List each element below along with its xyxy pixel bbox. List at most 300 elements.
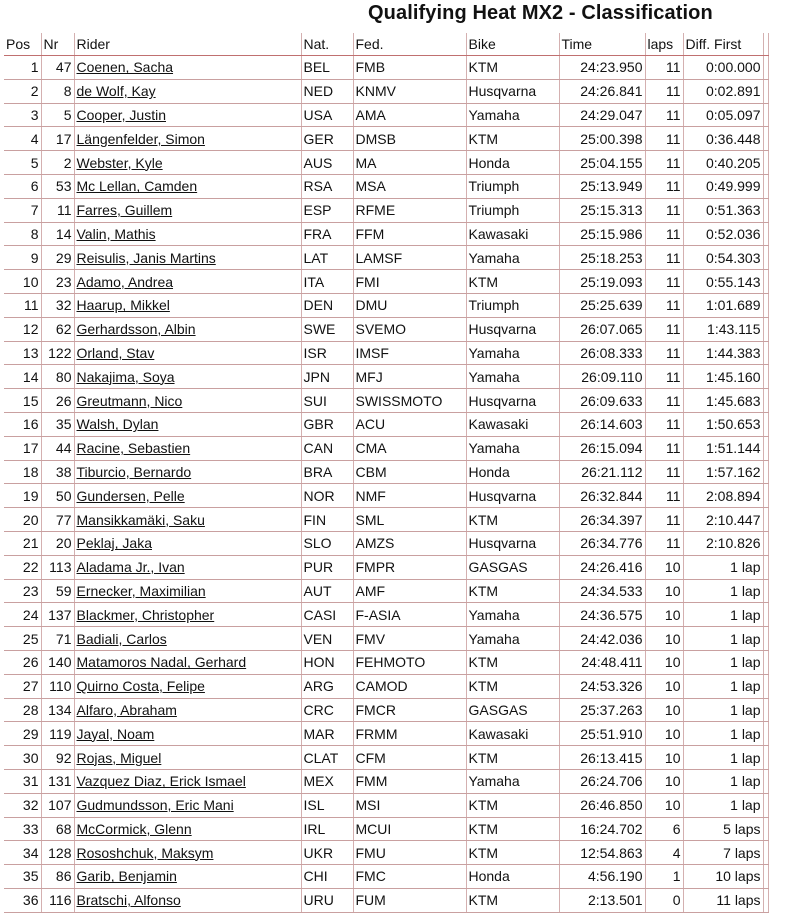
cell-fed: MSI [353, 793, 466, 817]
cell-bike: Husqvarna [466, 79, 559, 103]
cell-rider [74, 341, 301, 365]
cell-rider [74, 531, 301, 555]
rider-link[interactable]: Orland, Stav [76, 344, 155, 361]
cell-bike: Yamaha [466, 627, 559, 651]
table-row [4, 865, 768, 889]
rider-link[interactable]: Garib, Benjamin [76, 868, 177, 885]
cell-fed: AMF [353, 579, 466, 603]
rider-link[interactable]: Blackmer, Christopher [76, 606, 215, 623]
cell-nr: 20 [41, 531, 74, 555]
cell-rider [74, 151, 301, 175]
cell-bike: KTM [466, 56, 559, 80]
cell-pos: 1 [4, 56, 41, 80]
cell-time: 24:29.047 [559, 103, 645, 127]
cell-nr: 23 [41, 270, 74, 294]
cell-bike: Husqvarna [466, 317, 559, 341]
cell-nr: 134 [41, 698, 74, 722]
cell-rider [74, 246, 301, 270]
cell-diff: 2:10.826 [683, 531, 763, 555]
cell-nat: NED [301, 79, 353, 103]
cell-diff: 1 lap [683, 650, 763, 674]
cell-nr: 14 [41, 222, 74, 246]
cell-diff: 1 lap [683, 769, 763, 793]
cell-bike: Yamaha [466, 365, 559, 389]
cell-pos: 13 [4, 341, 41, 365]
rider-link[interactable]: Nakajima, Soya [76, 368, 175, 385]
cell-time: 25:13.949 [559, 174, 645, 198]
cell-rider [74, 460, 301, 484]
cell-rider [74, 484, 301, 508]
rider-link[interactable]: Quirno Costa, Felipe [76, 678, 205, 695]
cell-diff: 1:44.383 [683, 341, 763, 365]
cell-laps: 11 [645, 460, 683, 484]
cell-laps: 11 [645, 389, 683, 413]
rider-link[interactable]: Reisulis, Janis Martins [76, 249, 216, 266]
cell-pos: 26 [4, 650, 41, 674]
cell-pos: 12 [4, 317, 41, 341]
cell-diff: 0:51.363 [683, 198, 763, 222]
cell-pos: 2 [4, 79, 41, 103]
cell-rider [74, 436, 301, 460]
rider-link[interactable]: Ernecker, Maximilian [76, 582, 206, 599]
cell-edge [763, 412, 768, 436]
table-row [4, 603, 768, 627]
cell-nat: UKR [301, 841, 353, 865]
rider-link[interactable]: Jayal, Noam [76, 725, 155, 742]
cell-time: 24:48.411 [559, 650, 645, 674]
cell-rider [74, 650, 301, 674]
cell-time: 25:25.639 [559, 293, 645, 317]
cell-pos: 20 [4, 508, 41, 532]
rider-link[interactable]: Coenen, Sacha [76, 59, 174, 76]
cell-rider [74, 603, 301, 627]
cell-edge [763, 746, 768, 770]
cell-rider [74, 222, 301, 246]
cell-nat: MEX [301, 769, 353, 793]
cell-rider [74, 888, 301, 912]
cell-time: 26:15.094 [559, 436, 645, 460]
cell-diff: 2:08.894 [683, 484, 763, 508]
cell-bike: Honda [466, 865, 559, 889]
cell-pos: 33 [4, 817, 41, 841]
cell-laps: 11 [645, 412, 683, 436]
cell-nat: AUT [301, 579, 353, 603]
rider-link[interactable]: Mc Lellan, Camden [76, 178, 198, 195]
cell-bike: Yamaha [466, 103, 559, 127]
cell-diff: 1:57.162 [683, 460, 763, 484]
cell-fed: FEHMOTO [353, 650, 466, 674]
cell-time: 24:26.841 [559, 79, 645, 103]
cell-nat: SLO [301, 531, 353, 555]
cell-diff: 5 laps [683, 817, 763, 841]
cell-nr: 128 [41, 841, 74, 865]
rider-link[interactable]: Aladama Jr., Ivan [76, 559, 185, 576]
cell-nat: RSA [301, 174, 353, 198]
rider-link[interactable]: Gerhardsson, Albin [76, 321, 196, 338]
cell-fed: FMU [353, 841, 466, 865]
cell-rider [74, 579, 301, 603]
cell-nr: 17 [41, 127, 74, 151]
rider-link[interactable]: Bratschi, Alfonso [76, 892, 181, 909]
cell-time: 12:54.863 [559, 841, 645, 865]
cell-nat: ISL [301, 793, 353, 817]
header-fed: Fed. [353, 33, 466, 56]
cell-rider [74, 555, 301, 579]
table-row [4, 888, 768, 912]
cell-nr: 50 [41, 484, 74, 508]
cell-time: 4:56.190 [559, 865, 645, 889]
rider-link[interactable]: Haarup, Mikkel [76, 297, 170, 314]
rider-link[interactable]: Gundersen, Pelle [76, 487, 185, 504]
cell-fed: CAMOD [353, 674, 466, 698]
header-bike: Bike [466, 33, 559, 56]
cell-nr: 71 [41, 627, 74, 651]
rider-link[interactable]: Farres, Guillem [76, 202, 173, 219]
cell-time: 2:13.501 [559, 888, 645, 912]
cell-bike: Triumph [466, 293, 559, 317]
rider-link[interactable]: Greutmann, Nico [76, 392, 183, 409]
cell-nr: 44 [41, 436, 74, 460]
cell-nat: HON [301, 650, 353, 674]
table-row [4, 56, 768, 80]
cell-fed: FUM [353, 888, 466, 912]
cell-rider [74, 127, 301, 151]
cell-fed: FMB [353, 56, 466, 80]
cell-bike: KTM [466, 841, 559, 865]
cell-time: 24:34.533 [559, 579, 645, 603]
rider-link[interactable]: Gudmundsson, Eric Mani [76, 797, 234, 814]
cell-edge [763, 103, 768, 127]
cell-fed: IMSF [353, 341, 466, 365]
cell-bike: KTM [466, 270, 559, 294]
cell-edge [763, 508, 768, 532]
cell-nat: IRL [301, 817, 353, 841]
cell-diff: 1:43.115 [683, 317, 763, 341]
cell-pos: 30 [4, 746, 41, 770]
cell-edge [763, 389, 768, 413]
cell-diff: 0:00.000 [683, 56, 763, 80]
cell-bike: Yamaha [466, 436, 559, 460]
cell-rider [74, 198, 301, 222]
cell-diff: 1 lap [683, 698, 763, 722]
rider-link[interactable]: Adamo, Andrea [76, 273, 174, 290]
cell-laps: 10 [645, 722, 683, 746]
rider-link[interactable]: Alfaro, Abraham [76, 701, 177, 718]
cell-diff: 0:55.143 [683, 270, 763, 294]
cell-laps: 11 [645, 484, 683, 508]
cell-bike: Yamaha [466, 769, 559, 793]
cell-rider [74, 174, 301, 198]
cell-nr: 92 [41, 746, 74, 770]
rider-link[interactable]: Matamoros Nadal, Gerhard [76, 654, 247, 671]
cell-rider [74, 103, 301, 127]
cell-edge [763, 793, 768, 817]
cell-rider [74, 389, 301, 413]
rider-link[interactable]: Badiali, Carlos [76, 630, 167, 647]
rider-link[interactable]: Vazquez Diaz, Erick Ismael [76, 773, 246, 790]
cell-diff: 1 lap [683, 579, 763, 603]
cell-nr: 86 [41, 865, 74, 889]
cell-laps: 10 [645, 603, 683, 627]
cell-nr: 26 [41, 389, 74, 413]
cell-fed: FMCR [353, 698, 466, 722]
table-row [4, 793, 768, 817]
cell-bike: Honda [466, 460, 559, 484]
rider-link[interactable]: Webster, Kyle [76, 154, 163, 171]
cell-nat: FIN [301, 508, 353, 532]
cell-time: 26:21.112 [559, 460, 645, 484]
cell-time: 25:15.313 [559, 198, 645, 222]
table-row [4, 674, 768, 698]
cell-bike: KTM [466, 674, 559, 698]
table-row [4, 103, 768, 127]
cell-diff: 0:40.205 [683, 151, 763, 175]
cell-bike: Honda [466, 151, 559, 175]
cell-laps: 10 [645, 674, 683, 698]
cell-nr: 59 [41, 579, 74, 603]
cell-bike: Triumph [466, 174, 559, 198]
cell-bike: Triumph [466, 198, 559, 222]
cell-time: 24:53.326 [559, 674, 645, 698]
cell-edge [763, 79, 768, 103]
cell-fed: FMI [353, 270, 466, 294]
cell-nat: AUS [301, 151, 353, 175]
table-row [4, 746, 768, 770]
cell-nr: 47 [41, 56, 74, 80]
cell-edge [763, 650, 768, 674]
cell-laps: 10 [645, 769, 683, 793]
cell-nat: ESP [301, 198, 353, 222]
cell-nr: 113 [41, 555, 74, 579]
cell-time: 26:08.333 [559, 341, 645, 365]
rider-link[interactable]: Peklaj, Jaka [76, 535, 152, 552]
cell-nat: DEN [301, 293, 353, 317]
header-pos: Pos [4, 33, 41, 56]
cell-edge [763, 841, 768, 865]
cell-fed: CFM [353, 746, 466, 770]
cell-pos: 29 [4, 722, 41, 746]
cell-diff: 0:52.036 [683, 222, 763, 246]
cell-pos: 34 [4, 841, 41, 865]
cell-bike: GASGAS [466, 698, 559, 722]
table-row [4, 246, 768, 270]
cell-time: 24:36.575 [559, 603, 645, 627]
cell-fed: SWISSMOTO [353, 389, 466, 413]
classification-table [4, 33, 769, 913]
cell-laps: 11 [645, 293, 683, 317]
rider-link[interactable]: Längenfelder, Simon [76, 130, 205, 147]
cell-nat: CAN [301, 436, 353, 460]
cell-pos: 36 [4, 888, 41, 912]
cell-pos: 5 [4, 151, 41, 175]
cell-nr: 29 [41, 246, 74, 270]
cell-time: 26:34.776 [559, 531, 645, 555]
cell-edge [763, 531, 768, 555]
cell-fed: MA [353, 151, 466, 175]
cell-laps: 10 [645, 579, 683, 603]
cell-time: 25:37.263 [559, 698, 645, 722]
table-row [4, 151, 768, 175]
cell-time: 24:26.416 [559, 555, 645, 579]
header-diff: Diff. First [683, 33, 763, 56]
cell-diff: 0:05.097 [683, 103, 763, 127]
cell-diff: 1 lap [683, 555, 763, 579]
table-row [4, 650, 768, 674]
cell-fed: MFJ [353, 365, 466, 389]
cell-fed: CMA [353, 436, 466, 460]
cell-laps: 10 [645, 555, 683, 579]
cell-edge [763, 579, 768, 603]
cell-nr: 80 [41, 365, 74, 389]
cell-nr: 107 [41, 793, 74, 817]
cell-edge [763, 817, 768, 841]
cell-pos: 27 [4, 674, 41, 698]
cell-rider [74, 365, 301, 389]
table-row [4, 412, 768, 436]
cell-bike: Yamaha [466, 341, 559, 365]
table-row [4, 436, 768, 460]
rider-link[interactable]: Walsh, Dylan [76, 416, 159, 433]
cell-rider [74, 56, 301, 80]
cell-rider [74, 508, 301, 532]
cell-nat: CLAT [301, 746, 353, 770]
cell-fed: ACU [353, 412, 466, 436]
cell-fed: FRMM [353, 722, 466, 746]
cell-time: 26:09.633 [559, 389, 645, 413]
cell-edge [763, 365, 768, 389]
cell-pos: 14 [4, 365, 41, 389]
rider-link[interactable]: Cooper, Justin [76, 106, 166, 123]
cell-time: 26:07.065 [559, 317, 645, 341]
cell-nr: 131 [41, 769, 74, 793]
cell-nat: FRA [301, 222, 353, 246]
cell-pos: 16 [4, 412, 41, 436]
cell-fed: AMZS [353, 531, 466, 555]
cell-diff: 1 lap [683, 603, 763, 627]
cell-edge [763, 198, 768, 222]
cell-fed: MCUI [353, 817, 466, 841]
cell-pos: 8 [4, 222, 41, 246]
cell-pos: 9 [4, 246, 41, 270]
cell-pos: 22 [4, 555, 41, 579]
cell-laps: 6 [645, 817, 683, 841]
cell-laps: 10 [645, 627, 683, 651]
cell-edge [763, 603, 768, 627]
rider-link[interactable]: Tiburcio, Bernardo [76, 463, 192, 480]
rider-link[interactable]: de Wolf, Kay [76, 83, 156, 100]
rider-link[interactable]: McCormick, Glenn [76, 820, 192, 837]
cell-nr: 35 [41, 412, 74, 436]
cell-laps: 11 [645, 270, 683, 294]
table-row [4, 555, 768, 579]
cell-edge [763, 460, 768, 484]
header-edge [763, 33, 768, 56]
cell-nr: 137 [41, 603, 74, 627]
cell-bike: Husqvarna [466, 484, 559, 508]
cell-fed: KNMV [353, 79, 466, 103]
cell-rider [74, 674, 301, 698]
cell-edge [763, 769, 768, 793]
cell-nr: 8 [41, 79, 74, 103]
header-laps: laps [645, 33, 683, 56]
cell-nat: CASI [301, 603, 353, 627]
cell-nat: SUI [301, 389, 353, 413]
cell-bike: Kawasaki [466, 222, 559, 246]
cell-nr: 5 [41, 103, 74, 127]
cell-laps: 11 [645, 151, 683, 175]
cell-fed: DMSB [353, 127, 466, 151]
cell-fed: FFM [353, 222, 466, 246]
cell-bike: KTM [466, 746, 559, 770]
cell-laps: 10 [645, 746, 683, 770]
cell-diff: 1:50.653 [683, 412, 763, 436]
cell-nat: LAT [301, 246, 353, 270]
cell-laps: 11 [645, 246, 683, 270]
cell-bike: Yamaha [466, 246, 559, 270]
cell-diff: 1 lap [683, 674, 763, 698]
cell-pos: 3 [4, 103, 41, 127]
cell-nr: 2 [41, 151, 74, 175]
cell-laps: 1 [645, 865, 683, 889]
rider-link[interactable]: Rojas, Miguel [76, 749, 162, 766]
table-row [4, 293, 768, 317]
cell-nat: JPN [301, 365, 353, 389]
rider-link[interactable]: Racine, Sebastien [76, 440, 191, 457]
cell-nr: 38 [41, 460, 74, 484]
cell-diff: 2:10.447 [683, 508, 763, 532]
cell-pos: 21 [4, 531, 41, 555]
cell-edge [763, 317, 768, 341]
cell-edge [763, 865, 768, 889]
cell-rider [74, 722, 301, 746]
rider-link[interactable]: Mansikkamäki, Saku [76, 511, 205, 528]
cell-rider [74, 627, 301, 651]
cell-rider [74, 412, 301, 436]
cell-nr: 77 [41, 508, 74, 532]
cell-pos: 28 [4, 698, 41, 722]
cell-rider [74, 793, 301, 817]
table-row [4, 508, 768, 532]
cell-fed: NMF [353, 484, 466, 508]
cell-laps: 11 [645, 174, 683, 198]
cell-laps: 11 [645, 365, 683, 389]
rider-link[interactable]: Rososhchuk, Maksym [76, 844, 214, 861]
cell-nat: NOR [301, 484, 353, 508]
table-row [4, 389, 768, 413]
cell-time: 26:46.850 [559, 793, 645, 817]
cell-time: 26:34.397 [559, 508, 645, 532]
cell-edge [763, 888, 768, 912]
table-row [4, 198, 768, 222]
cell-nat: CRC [301, 698, 353, 722]
cell-rider [74, 293, 301, 317]
cell-bike: Kawasaki [466, 412, 559, 436]
cell-time: 25:19.093 [559, 270, 645, 294]
cell-bike: KTM [466, 650, 559, 674]
cell-bike: KTM [466, 888, 559, 912]
cell-laps: 11 [645, 103, 683, 127]
cell-laps: 4 [645, 841, 683, 865]
cell-nr: 32 [41, 293, 74, 317]
rider-link[interactable]: Valin, Mathis [76, 225, 156, 242]
cell-diff: 1:45.683 [683, 389, 763, 413]
header-rider: Rider [74, 33, 301, 56]
cell-laps: 11 [645, 222, 683, 246]
cell-laps: 0 [645, 888, 683, 912]
cell-diff: 1 lap [683, 627, 763, 651]
cell-nat: GBR [301, 412, 353, 436]
table-row [4, 222, 768, 246]
